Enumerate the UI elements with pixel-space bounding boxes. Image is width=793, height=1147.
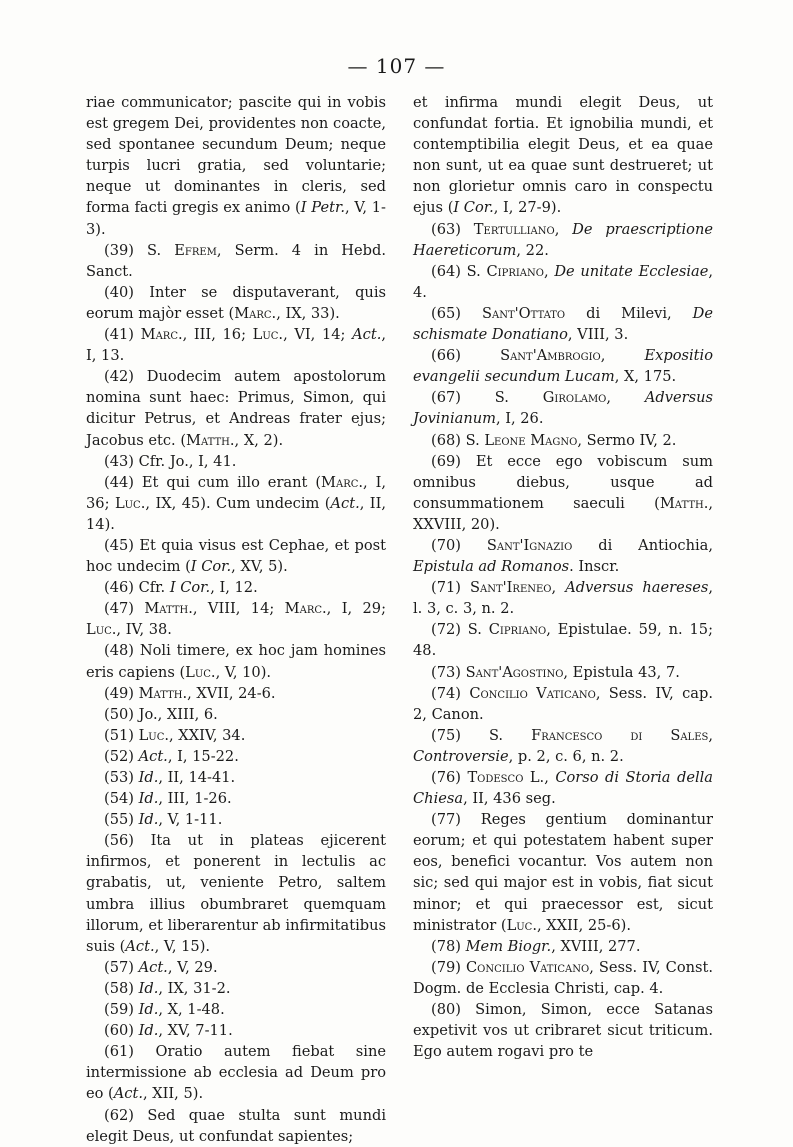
footnote: (41) Marc., III, 16; Luc., VI, 14; Act., I, 13. [86, 326, 386, 365]
footnote: (68) S. Leone Magno, Sermo IV, 2. [431, 431, 677, 449]
continued-note-text: riae communicator; pascite qui in vobis est gregem Dei, providentes non coacte, sed spontanee secundum Deum; neque turpis lucri gratia, sed voluntarie; neque ut dominantes in cleris, sed forma facti gregis ex animo (I Petr., V, 1-3). [86, 94, 386, 238]
footnote: (44) Et qui cum illo erant (Marc., I, 36; Luc., IX, 45). Cum undecim (Act., II, 14). [86, 473, 387, 533]
footnote: (48) Noli timere, ex hoc jam homines eris capiens (Luc., V, 10). [86, 642, 386, 681]
footnote: (42) Duodecim autem apostolorum nomina sunt haec: Primus, Simon, qui dicitur Petrus, et Andreas frater ejus; Jacobus etc. (Matth., X, 2). [86, 368, 386, 449]
footnote: (71) Sant'Ireneo, Adversus haereses, l. 3, c. 3, n. 2. [413, 579, 713, 618]
footnote: (59) Id., X, 1-48. [104, 1001, 225, 1019]
footnote: (67) S. Girolamo, Adversus Jovinianum, I, 26. [413, 389, 713, 428]
footnote: (60) Id., XV, 7-11. [104, 1022, 233, 1040]
footnote: (40) Inter se disputaverant, quis eorum majòr esset (Marc., IX, 33). [86, 283, 386, 322]
footnote: (72) S. Cipriano, Epistulae. 59, n. 15; 48. [413, 621, 713, 660]
footnote: (79) Concilio Vaticano, Sess. IV, Const. Dogm. de Ecclesia Christi, cap. 4. [413, 958, 713, 997]
footnote: (66) Sant'Ambrogio, Expositio evangelii secundum Lucam, X, 175. [413, 347, 713, 386]
footnote: (50) Jo., XIII, 6. [104, 705, 218, 723]
footnote: (78) Mem Biogr., XVIII, 277. [431, 937, 641, 955]
footnote: (53) Id., II, 14-41. [104, 769, 236, 786]
right-column-notes [413, 92, 713, 1062]
footnote: (54) Id., III, 1-26. [104, 790, 232, 808]
footnote: (57) Act., V, 29. [104, 958, 218, 976]
footnote: (52) Act., I, 15-22. [104, 747, 239, 765]
footnote: (62) Sed quae stulta sunt mundi elegit Deus, ut confundat sapientes; [86, 1106, 386, 1145]
footnote: (65) Sant'Ottato di Milevi, De schismate Donatiano, VIII, 3. [413, 304, 713, 344]
footnote: (69) Et ecce ego vobiscum sum omnibus diebus, usque ad consummationem saeculi (Matth., XXVIII, 20). [413, 452, 713, 533]
footnote: (75) S. Francesco di Sales, Controversie, p. 2, c. 6, n. 2. [413, 726, 713, 765]
page-number: — 107 — [347, 54, 446, 78]
footnote: (56) Ita ut in plateas ejicerent infirmos, et ponerent in lectulis ac grabatis, ut, veniente Petro, saltem umbra illius obumbraret quemquam illorum, et liberarentur ab infirmitatibus suis (Act., V, 15). [86, 832, 386, 955]
footnote: (70) Sant'Ignazio di Antiochia, Epistula ad Romanos. Inscr. [413, 536, 713, 576]
footnote: (49) Matth., XVII, 24-6. [104, 684, 276, 702]
footnote: (80) Simon, Simon, ecce Satanas expetivit vos ut cribraret sicut triticum. Ego autem rogavi pro te [413, 1001, 713, 1061]
footnote: (58) Id., IX, 31-2. [104, 979, 231, 997]
left-column-notes [86, 92, 386, 1147]
footnote: (76) Todesco L., Corso di Storia della Chiesa, II, 436 seg. [413, 769, 713, 808]
footnote: (63) Tertulliano, De praescriptione Haereticorum, 22. [413, 220, 713, 259]
footnote: (46) Cfr. I Cor., I, 12. [104, 579, 258, 597]
footnote: (51) Luc., XXIV, 34. [104, 726, 246, 744]
footnote: (43) Cfr. Jo., I, 41. [104, 452, 237, 470]
footnote: (55) Id., V, 1-11. [104, 811, 223, 829]
footnote: (77) Reges gentium dominantur eorum; et qui potestatem habent super eos, benefici vocantur. Vos autem non sic; sed qui major est in vobis, fiat sicut minor; et qui praecessor est, sicut ministrator (Luc., XXII, 25-6). [413, 811, 713, 934]
footnote: (73) Sant'Agostino, Epistula 43, 7. [431, 663, 680, 681]
footnote: (39) S. Efrem, Serm. 4 in Hebd. Sanct. [86, 241, 386, 280]
footnote: (64) S. Cipriano, De unitate Ecclesiae, 4. [413, 262, 714, 301]
footnote: (74) Concilio Vaticano, Sess. IV, cap. 2, Canon. [413, 684, 713, 723]
footnote: (47) Matth., VIII, 14; Marc., I, 29; Luc., IV, 38. [86, 600, 386, 639]
continued-note-text: et infirma mundi elegit Deus, ut confundat fortia. Et ignobilia mundi, et contemptibilia elegit Deus, et ea quae non sunt, ut ea quae sunt destrueret; ut non glorietur omnis caro in conspectu ejus (I Cor., I, 27-9). [413, 94, 713, 217]
footnote: (61) Oratio autem fiebat sine intermissione ab ecclesia ad Deum pro eo (Act., XII, 5). [86, 1043, 386, 1103]
footnote: (45) Et quia visus est Cephae, et post hoc undecim (I Cor., XV, 5). [86, 536, 386, 576]
